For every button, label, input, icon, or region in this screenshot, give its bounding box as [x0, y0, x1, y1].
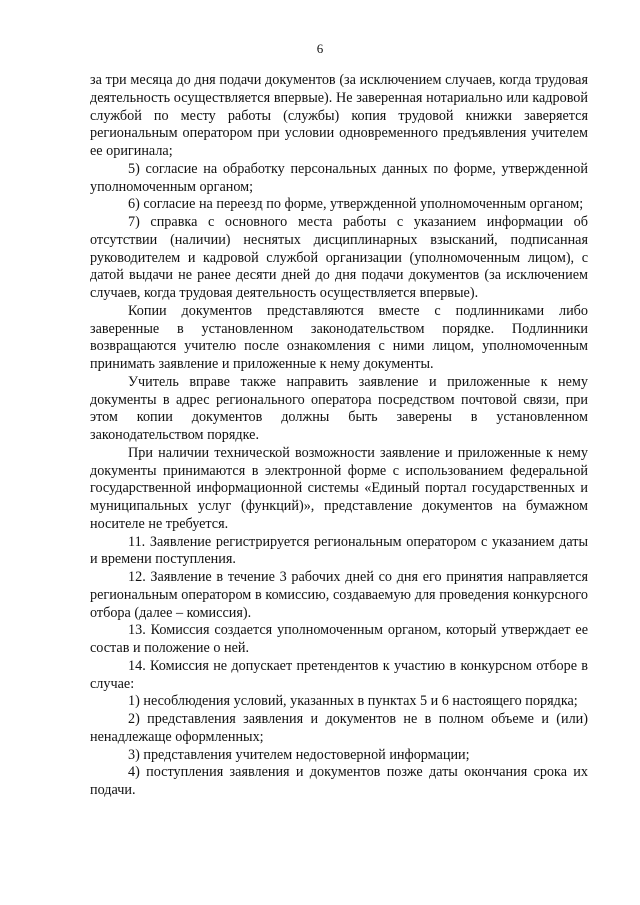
paragraph-14-item-2: 2) представления заявления и документов не в полном объеме и (или) ненадлежаще оформленных; [90, 711, 588, 745]
paragraph-item-6: 6) согласие на переезд по форме, утвержденной уполномоченным органом; [128, 196, 584, 213]
paragraph-11: 11. Заявление регистрируется региональным оператором с указанием даты и времени поступления. [90, 533, 588, 568]
paragraph-12: 12. Заявление в течение 3 рабочих дней со дня его принятия направляется региональным оператором в комиссию, создаваемую для проведения конкурсного отбора (далее – комиссия). [90, 569, 588, 621]
paragraph-14-item-3: 3) представления учителем недостоверной информации; [128, 746, 470, 763]
paragraph-13: 13. Комиссия создается уполномоченным органом, который утверждает ее состав и положение о ней. [90, 622, 588, 656]
paragraph-14-item-1: 1) несоблюдения условий, указанных в пунктах 5 и 6 настоящего порядка; [128, 693, 578, 710]
paragraph-electronic: При наличии технической возможности заявление и приложенные к нему документы принимаются в электронной форме с использованием федеральной государственной информационной системы «Единый портал государственных и муниципальных услуг (функций)», представление документов на бумажном носителе не требуется. [90, 444, 588, 532]
paragraph-14: 14. Комиссия не допускает претендентов к участию в конкурсном отборе в случае: [90, 657, 588, 692]
paragraph-14-item-4: 4) поступления заявления и документов позже даты окончания срока их подачи. [90, 764, 588, 798]
paragraph-item-5: 5) согласие на обработку персональных данных по форме, утвержденной уполномоченным органом; [90, 160, 588, 195]
document-body [90, 72, 588, 800]
paragraph-continuation: за три месяца до дня подачи документов (за исключением случаев, когда трудовая деятельность осуществляется впервые). Не заверенная нотариально или кадровой службой по месту работы (службы) копия трудовой книжки заверяется региональным оператором при условии одновременного предъявления учителем ее оригинала; [90, 72, 588, 159]
page-number: 6 [316, 41, 324, 56]
paragraph-item-7: 7) справка с основного места работы с указанием информации об отсутствии (наличии) неснятых дисциплинарных взысканий, подписанная руководителем и кадровой службой организации (уполномоченным лицом), с датой выдачи не ранее десяти дней до дня подачи документов (за исключением случаев, когда трудовая деятельность осуществляется впервые). [90, 214, 588, 301]
paragraph-copies: Копии документов представляются вместе с подлинниками либо заверенные в установленном законодательством порядке. Подлинники возвращаются учителю после ознакомления с ними лицом, уполномоченным принимать заявление и приложенные к нему документы. [90, 302, 588, 372]
paragraph-postal: Учитель вправе также направить заявление и приложенные к нему документы в адрес регионального оператора посредством почтовой связи, при этом копии документов должны быть заверены в установленном законодательством порядке. [90, 373, 588, 443]
